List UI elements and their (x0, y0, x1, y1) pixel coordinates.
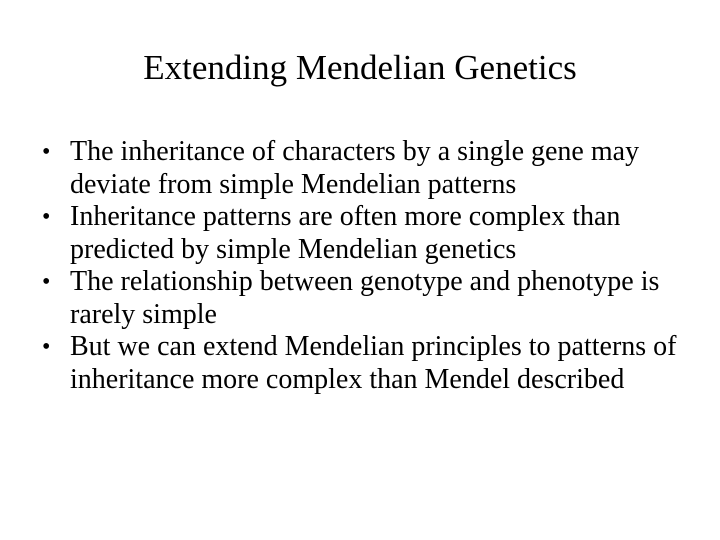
bullet-text: Inheritance patterns are often more complex than predicted by simple Mendelian genetics (70, 201, 621, 265)
bullet-dot-icon: • (42, 139, 51, 165)
bullet-item (42, 331, 702, 396)
bullet-list (42, 136, 702, 396)
bullet-item (42, 201, 702, 266)
bullet-item (42, 136, 702, 201)
bullet-text: But we can extend Mendelian principles to patterns of inheritance more complex than Mendel described (70, 331, 677, 395)
bullet-item (42, 266, 702, 331)
bullet-dot-icon: • (42, 334, 51, 360)
bullet-text: The relationship between genotype and phenotype is rarely simple (70, 266, 660, 330)
slide-title: Extending Mendelian Genetics (143, 48, 577, 87)
bullet-dot-icon: • (42, 204, 51, 230)
bullet-dot-icon: • (42, 269, 51, 295)
bullet-text: The inheritance of characters by a single gene may deviate from simple Mendelian patterns (70, 136, 640, 200)
